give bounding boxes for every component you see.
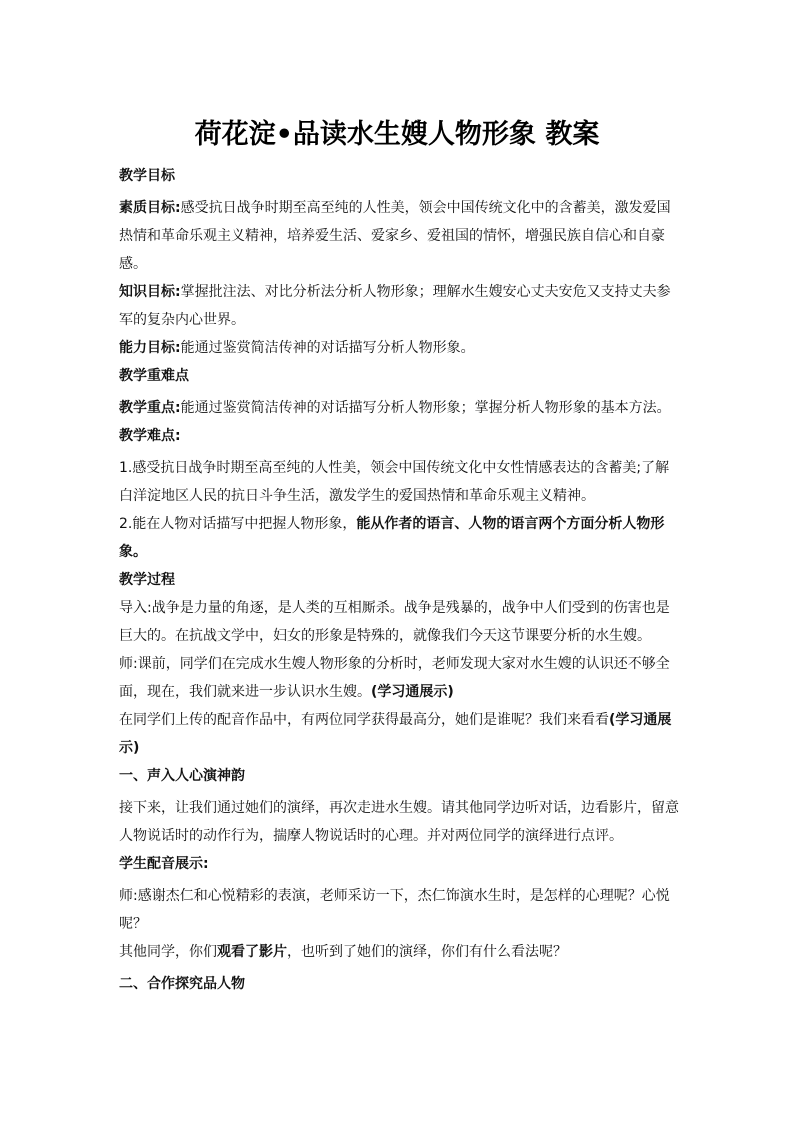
- knowledge-goal-label: 知识目标:: [119, 284, 181, 300]
- process-heading: 教学过程: [119, 572, 175, 588]
- quality-goal-text: 感受抗日战争时期至高至纯的人性美，领会中国传统文化中的含蓄美，激发爱国热情和革命乐观主义精神，培养爱生活、爱家乡、爱祖国的情怀，增强民族自信心和自豪感。: [119, 200, 671, 272]
- teacher-paragraph-2: 师:感谢杰仁和心悦精彩的表演，老师采访一下，杰仁饰演水生时，是怎样的心理呢？心悦呢？: [119, 888, 670, 932]
- key-point-label: 教学重点:: [119, 400, 181, 416]
- others-bold: 观看了影片: [217, 944, 287, 960]
- document-title: 荷花淀•品读水生嫂人物形象 教案: [194, 119, 600, 150]
- document-body: [119, 162, 679, 998]
- key-point-text: 能通过鉴赏简洁传神的对话描写分析人物形象；掌握分析人物形象的基本方法。: [180, 400, 671, 416]
- dub-label: 学生配音展示:: [119, 856, 209, 872]
- key-difficult-heading: 教学重难点: [119, 368, 189, 384]
- knowledge-goal-text: 掌握批注法、对比分析法分析人物形象；理解水生嫂安心丈夫安危又支持丈夫参军的复杂内心世界。: [119, 284, 671, 328]
- quality-goal-label: 素质目标:: [119, 200, 181, 216]
- difficult-point-label: 教学难点:: [119, 428, 181, 444]
- others-text-b: ，也听到了她们的演绎，你们有什么看法呢？: [287, 944, 567, 960]
- ability-goal-paragraph: [119, 334, 679, 362]
- key-point-paragraph: [119, 394, 679, 422]
- teaching-goals-heading: 教学目标: [119, 168, 175, 184]
- teacher-1-bold: (学习通展示): [371, 684, 454, 700]
- upload-paragraph: [119, 706, 679, 762]
- intro-paragraph: 导入:战争是力量的角逐，是人类的互相厮杀。战争是残暴的，战争中人们受到的伤害也是巨大的。在抗战文学中，妇女的形象是特殊的，就像我们今天这节课要分析的水生嫂。: [119, 600, 670, 644]
- difficult-point-1: 1.感受抗日战争时期至高至纯的人性美，领会中国传统文化中女性情感表达的含蓄美;了解白洋淀地区人民的抗日斗争生活，激发学生的爱国热情和革命乐观主义精神。: [119, 460, 670, 504]
- ability-goal-label: 能力目标:: [119, 340, 181, 356]
- difficult-point-2-text: 2.能在人物对话描写中把握人物形象，: [119, 516, 357, 532]
- part1-heading: 一、声入人心演神韵: [119, 768, 245, 784]
- upload-text: 在同学们上传的配音作品中，有两位同学获得最高分，她们是谁呢？我们来看看: [119, 712, 609, 728]
- teacher-paragraph-1: [119, 650, 679, 706]
- part2-heading: 二、合作探究品人物: [119, 976, 245, 992]
- others-text-a: 其他同学，你们: [119, 944, 217, 960]
- difficult-point-2-bold: 能从作者的语言、人物的语言两个方面分析人物形象。: [119, 516, 665, 560]
- quality-goal-paragraph: [119, 194, 679, 278]
- teacher-1-text: 师:课前，同学们在完成水生嫂人物形象的分析时，老师发现大家对水生嫂的认识还不够全面，现在，我们就来进一步认识水生嫂。: [119, 656, 670, 700]
- knowledge-goal-paragraph: [119, 278, 679, 334]
- part1-paragraph: 接下来，让我们通过她们的演绎，再次走进水生嫂。请其他同学边听对话，边看影片，留意人物说话时的动作行为，揣摩人物说话时的心理。并对两位同学的演绎进行点评。: [119, 800, 679, 844]
- upload-bold: (学习通展示): [119, 712, 672, 756]
- others-paragraph: [119, 938, 679, 966]
- ability-goal-text: 能通过鉴赏简洁传神的对话描写分析人物形象。: [180, 340, 475, 356]
- difficult-point-2: [119, 510, 679, 566]
